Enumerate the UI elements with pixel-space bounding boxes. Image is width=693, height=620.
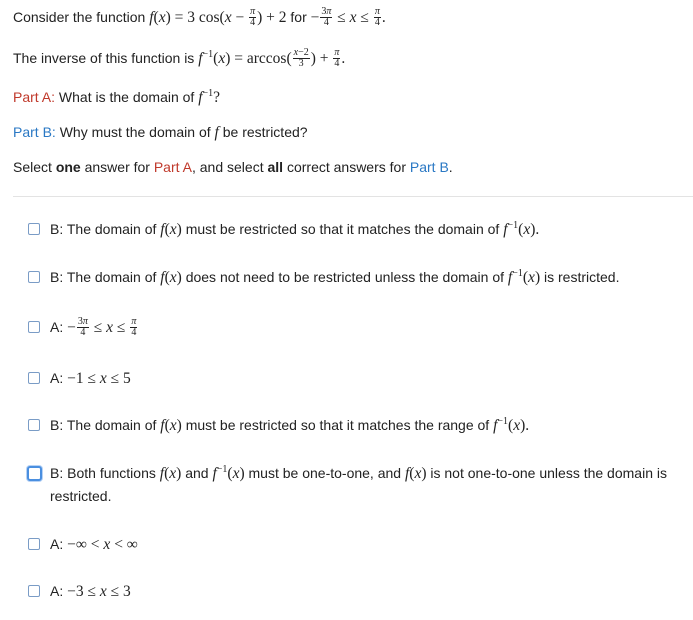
answer-option[interactable] [28, 266, 678, 289]
answer-option[interactable] [28, 316, 678, 339]
checkbox[interactable] [27, 466, 42, 481]
instruction-emphasis-one: one [55, 159, 81, 175]
option-prefix: A: [50, 583, 64, 599]
option-formula: −1 ≤ x ≤ 5 [67, 370, 131, 387]
part-b-text-end: be restricted? [222, 124, 308, 140]
inverse-definition [13, 49, 345, 70]
option-formula: −3 ≤ x ≤ 3 [67, 583, 131, 600]
answer-option[interactable] [28, 367, 678, 390]
option-label [50, 580, 678, 603]
instruction-text: answer for [84, 159, 150, 175]
part-b-text: Why must the domain of [59, 124, 211, 140]
answer-option[interactable] [28, 414, 678, 437]
inverse-intro-text: The inverse of this function is [13, 50, 195, 67]
instruction-text: correct answers for [286, 159, 406, 175]
option-formula: $f^{-1}(x)$. [503, 220, 540, 238]
option-label [50, 414, 678, 437]
option-formula: $f^{-1}(x)$ [212, 464, 245, 482]
instruction-part-a: Part A [153, 159, 192, 175]
option-label [50, 266, 678, 289]
option-label [50, 367, 678, 390]
instruction-part-b: Part B [409, 159, 449, 175]
option-label [50, 316, 678, 339]
option-formula: $f^{-1}(x)$. [493, 416, 530, 434]
option-prefix: A: [50, 370, 64, 386]
option-text: must be restricted so that it matches the domain of [185, 221, 500, 237]
instructions [13, 158, 453, 176]
option-formula: f(x) [159, 465, 182, 482]
option-label [50, 533, 678, 556]
option-formula: $f^{-1}(x)$ [507, 268, 541, 286]
answer-option[interactable] [28, 218, 678, 241]
option-formula: − $\frac{3\pi}{4}$ ≤ x ≤ $\frac{\pi}{4}$ [67, 315, 137, 338]
function-domain-formula: − $\frac{3\pi}{4}$ ≤ x ≤ $\frac{\pi}{4}$ . [310, 6, 386, 28]
function-definition [13, 8, 386, 29]
part-b-label: Part B: [13, 124, 56, 140]
option-formula: f(x) [160, 221, 182, 238]
option-formula: f(x) [404, 465, 427, 482]
checkbox[interactable] [28, 585, 40, 597]
option-text: must be one-to-one, and [248, 465, 402, 481]
option-text: is not one-to-one unless the domain is restricted. [50, 465, 667, 504]
instruction-emphasis-all: all [267, 159, 284, 175]
instruction-text: , and select [191, 159, 264, 175]
checkbox[interactable] [28, 538, 40, 550]
instruction-text: Select [13, 159, 52, 175]
answer-option[interactable] [28, 462, 678, 507]
option-text: Both functions [67, 465, 156, 481]
checkbox[interactable] [28, 321, 40, 333]
part-a-text: What is the domain of [58, 89, 195, 105]
option-text: The domain of [66, 221, 157, 237]
checkbox[interactable] [28, 419, 40, 431]
function-formula: f(x) = 3 cos(x − $\frac{\pi}{4}$ ) + 2 [149, 6, 287, 28]
option-prefix: B: [50, 221, 64, 237]
option-text: The domain of [66, 269, 157, 285]
option-label [50, 218, 678, 241]
part-a-question [13, 88, 220, 107]
option-formula: f(x) [160, 417, 182, 434]
option-label [50, 462, 678, 507]
checkbox[interactable] [28, 372, 40, 384]
instruction-text: . [448, 159, 453, 175]
option-text: must be restricted so that it matches the range of [185, 417, 490, 433]
option-formula: f(x) [160, 269, 182, 286]
part-b-formula: f [214, 124, 219, 141]
function-intro-text: Consider the function [13, 9, 146, 26]
checkbox[interactable] [28, 223, 40, 235]
option-text: The domain of [66, 417, 157, 433]
divider [13, 196, 693, 197]
option-formula: −∞ < x < ∞ [67, 536, 138, 553]
part-b-question [13, 123, 308, 142]
checkbox[interactable] [28, 271, 40, 283]
option-prefix: B: [50, 465, 64, 481]
domain-for-text: for [290, 9, 307, 26]
option-text: is restricted. [544, 269, 620, 285]
option-prefix: B: [50, 417, 64, 433]
answer-option[interactable] [28, 580, 678, 603]
option-prefix: A: [50, 536, 64, 552]
option-prefix: B: [50, 269, 64, 285]
part-a-formula: $f^{-1}$? [198, 88, 221, 106]
option-prefix: A: [50, 319, 64, 335]
option-text: and [185, 465, 209, 481]
option-text: does not need to be restricted unless the domain of [185, 269, 505, 285]
answer-option[interactable] [28, 533, 678, 556]
part-a-label: Part A: [13, 89, 56, 105]
inverse-formula: $f^{-1}(x) = \arccos$( $\frac{x-2}{3}$ ) + $\frac{\pi}{4}$ . [198, 47, 346, 69]
